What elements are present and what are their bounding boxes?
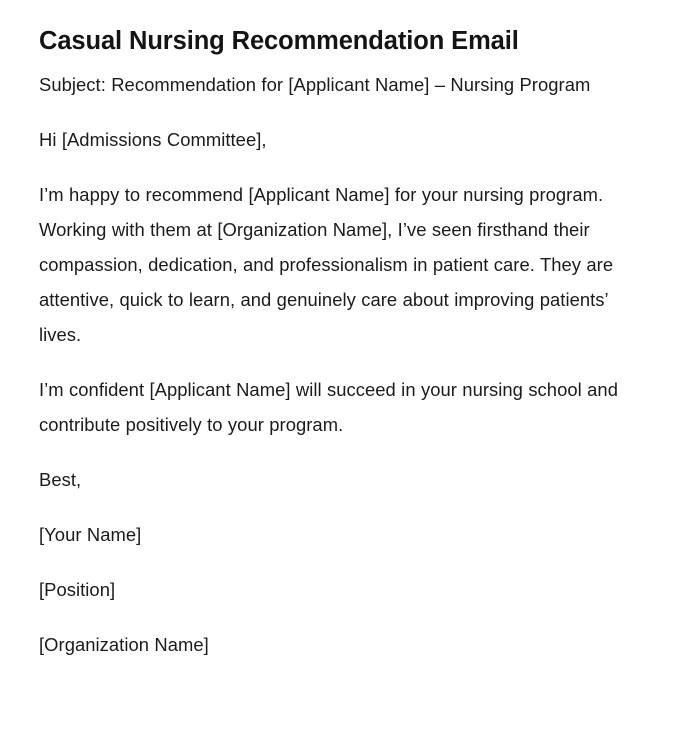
body-paragraph-2: I’m confident [Applicant Name] will succeed in your nursing school and contribute positively to your program. xyxy=(39,379,618,435)
subject-line: Subject: Recommendation for [Applicant Name] – Nursing Program xyxy=(39,74,591,95)
signature-name: [Your Name] xyxy=(39,524,142,545)
salutation: Hi [Admissions Committee], xyxy=(39,129,267,150)
page-title: Casual Nursing Recommendation Email xyxy=(39,27,519,55)
document-body xyxy=(39,67,655,662)
body-paragraph-1: I’m happy to recommend [Applicant Name] for your nursing program. Working with them at [Organization Name], I’ve seen firsthand their compassion, dedication, and professionalism in patient care. They are attentive, quick to learn, and genuinely care about improving patients’ lives. xyxy=(39,184,614,345)
signature-position: [Position] xyxy=(39,579,116,600)
closing: Best, xyxy=(39,469,82,490)
signature-organization: [Organization Name] xyxy=(39,634,209,655)
